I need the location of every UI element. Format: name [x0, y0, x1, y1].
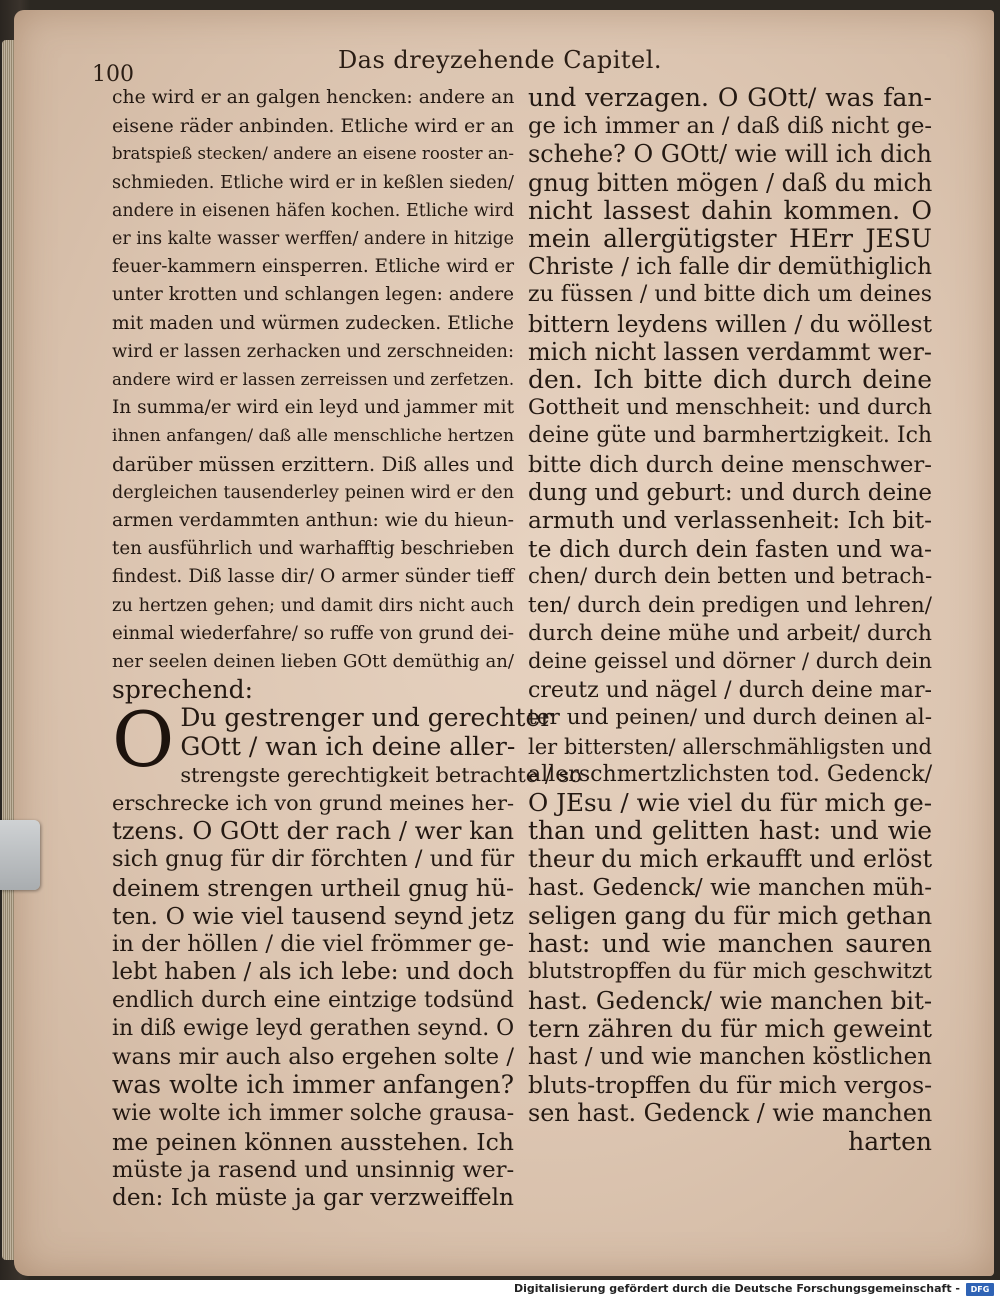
text-line: blutstropffen du für mich geschwitzt — [528, 959, 932, 985]
text-line: er ins kalte wasser werffen/ andere in hitzige — [112, 229, 514, 250]
text-line: sen hast. Gedenck / wie manchen — [528, 1099, 933, 1128]
footer-credit: Digitalisierung gefördert durch die Deutsche Forschungsgemeinschaft - — [513, 1282, 960, 1295]
text-line: ten. O wie viel tausend seynd jetz — [112, 901, 514, 930]
text-line: mich nicht lassen verdammt wer- — [528, 337, 932, 366]
text-line: armuth und verlassenheit: Ich bit- — [528, 507, 932, 535]
text-line: seligen gang du für mich gethan — [528, 900, 933, 930]
text-line: ihnen anfangen/ daß alle menschliche hertzen — [112, 426, 514, 447]
text-line: durch deine mühe und arbeit/ durch — [528, 620, 932, 646]
text-line: ge ich immer an / daß diß nicht ge- — [528, 113, 932, 140]
text-line: hast. Gedenck/ wie manchen müh- — [528, 874, 933, 901]
text-line: theur du mich erkaufft und erlöst — [528, 845, 933, 874]
text-line: dergleichen tausenderley peinen wird er den — [112, 482, 514, 503]
text-line: hast: und wie manchen sauren — [528, 929, 932, 959]
text-line: deine güte und barmhertzigkeit. Ich — [528, 423, 933, 449]
text-line: O JEsu / wie viel du für mich ge- — [528, 788, 933, 818]
text-line: schehe? O GOtt/ wie will ich dich — [528, 140, 932, 169]
text-line: den. Ich bitte dich durch deine — [528, 365, 932, 395]
text-line: ler bittersten/ allerschmähligsten und — [528, 734, 932, 759]
text-line: eisene räder anbinden. Etliche wird er an — [112, 115, 514, 138]
text-line: gnug bitten mögen / daß du mich — [528, 168, 933, 197]
text-line: mein allergütigster HErr JESU — [528, 224, 932, 254]
text-line: strengste gerechtigkeit betrachte / so — [180, 762, 582, 787]
text-line: dung und geburt: und durch deine — [528, 479, 932, 506]
text-line: mit maden und würmen zudecken. Etliche — [112, 312, 514, 334]
text-line: allerschmertzlichsten tod. Gedenck/ — [528, 761, 933, 787]
text-line: me peinen können ausstehen. Ich — [112, 1127, 514, 1156]
text-line: in diß ewige leyd gerathen seynd. O — [112, 1015, 515, 1041]
text-line: ten/ durch dein predigen und lehren/ — [528, 592, 932, 618]
drop-cap-initial: O — [112, 695, 175, 785]
text-line: GOtt / wan ich deine aller- — [180, 731, 516, 761]
text-line: andere in eisenen häfen kochen. Etliche wird — [112, 200, 514, 221]
running-head: Das dreyzehende Capitel. — [337, 46, 663, 74]
text-line: findest. Diß lasse dir/ O armer sünder tieff — [112, 566, 514, 588]
text-line: andere wird er lassen zerreissen und zerfetzen. — [112, 370, 515, 390]
text-line: was wolte ich immer anfangen? — [112, 1070, 515, 1100]
catchword: harten — [848, 1126, 932, 1156]
text-line: tzens. O GOtt der rach / wer kan — [112, 816, 514, 846]
left-column — [112, 84, 582, 1212]
text-line: müste ja rasend und unsinnig wer- — [112, 1156, 515, 1183]
text-line: feuer-kammern einsperren. Etliche wird er — [112, 256, 514, 278]
right-column — [528, 84, 932, 1156]
text-line: Du gestrenger und gerechter — [180, 703, 553, 733]
text-line: creutz und nägel / durch deine mar- — [528, 677, 932, 704]
text-line: bluts-tropffen du für mich vergos- — [528, 1071, 933, 1100]
text-line: ner seelen deinen lieben GOtt demüthig an/ — [112, 651, 514, 673]
text-line: che wird er an galgen hencken: andere an — [112, 87, 515, 108]
text-line: wird er lassen zerhacken und zerschneiden: — [112, 340, 514, 362]
text-line: wans mir auch also ergehen solte / — [112, 1043, 514, 1070]
text-line: sprechend: — [112, 675, 254, 705]
text-line: deinem strengen urtheil gnug hü- — [112, 873, 514, 902]
text-line: than und gelitten hast: und wie — [528, 816, 932, 846]
text-line: bitte dich durch deine menschwer- — [528, 451, 932, 478]
text-line: chen/ durch dein betten und betrach- — [528, 564, 933, 590]
text-line: ter und peinen/ und durch deinen al- — [528, 705, 933, 731]
text-line: In summa/er wird ein leyd und jammer mit — [112, 397, 514, 419]
text-line: den: Ich müste ja gar verzweiffeln — [112, 1183, 514, 1211]
text-line: endlich durch eine eintzige todsünd — [112, 987, 514, 1013]
left-column-lines — [112, 84, 514, 704]
text-line: tern zähren du für mich geweint — [528, 1013, 932, 1043]
text-line: bittern leydens willen / du wöllest — [528, 309, 932, 338]
text-line: hast / und wie manchen köstlichen — [528, 1043, 932, 1070]
text-line: deine geissel und dörner / durch dein — [528, 649, 932, 675]
digitization-footer — [0, 1280, 1000, 1299]
text-line: Christe / ich falle dir demüthiglich — [528, 254, 932, 281]
right-column-lines — [528, 84, 932, 1128]
text-line: te dich durch dein fasten und wa- — [528, 535, 932, 564]
text-line: Gottheit und menschheit: und durch — [528, 395, 932, 421]
dfg-logo: DFG — [966, 1283, 994, 1296]
prayer-block — [112, 695, 582, 1212]
text-line: bratspieß stecken/ andere an eisene rooster an- — [112, 144, 514, 164]
text-line: lebt haben / als ich lebe: und doch — [112, 959, 514, 986]
text-line: in der höllen / die viel frömmer ge- — [112, 931, 514, 958]
text-line: nicht lassest dahin kommen. O — [528, 195, 932, 225]
text-line: sich gnug für dir förchten / und für — [112, 846, 515, 873]
text-line: hast. Gedenck/ wie manchen bit- — [528, 985, 933, 1015]
page-number: 100 — [92, 62, 134, 87]
text-line: darüber müssen erzittern. Diß alles und — [112, 452, 514, 476]
text-line: wie wolte ich immer solche grausa- — [112, 1100, 515, 1127]
text-line: zu füssen / und bitte dich um deines — [528, 282, 932, 308]
text-line: und verzagen. O GOtt/ was fan- — [528, 83, 932, 112]
text-line: schmieden. Etliche wird er in keßlen sieden/ — [112, 172, 514, 193]
text-line: einmal wiederfahre/ so ruffe von grund dei- — [112, 622, 514, 644]
text-line: armen verdammten anthun: wie du hieun- — [112, 510, 514, 532]
text-line: erschrecke ich von grund meines her- — [112, 791, 514, 816]
book-clip — [0, 820, 40, 890]
text-line: zu hertzen gehen; und damit dirs nicht auch — [112, 594, 514, 616]
text-line: unter krotten und schlangen legen: andere — [112, 284, 514, 306]
text-line: ten ausführlich und warhafftig beschrieben — [112, 538, 514, 560]
